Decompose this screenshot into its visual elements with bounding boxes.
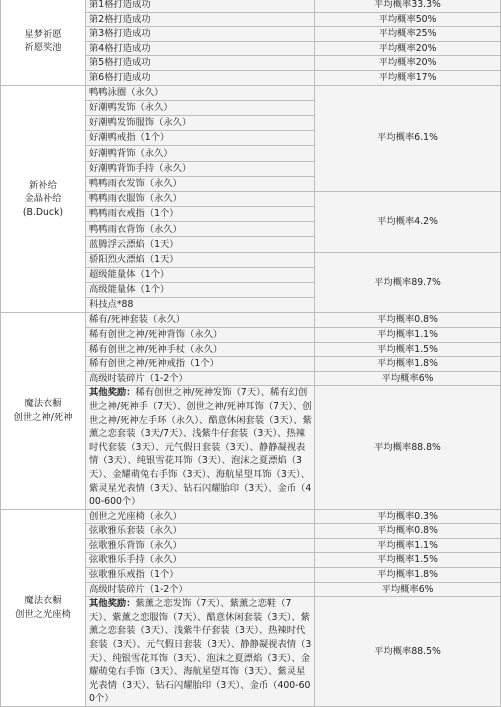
probability-cell: 平均概率50% [315,12,501,27]
probability-cell: 平均概率0.8% [315,524,501,539]
table-row [1,313,501,328]
item-cell: 好潮鸭发饰（永久） [86,100,315,115]
category-cell [1,85,86,313]
other-rewards-label: 其他奖励： [89,387,136,399]
table-row [1,85,501,100]
probability-cell: 平均概率88.8% [315,386,501,509]
probability-cell: 平均概率6.1% [315,85,501,191]
item-cell: 创世之光座椅（永久） [86,509,315,524]
table-row [1,509,501,524]
category-label: 新补给 [29,179,57,191]
category-label: 创世之光座椅 [15,608,71,620]
item-cell: 好潮鸭发饰服饰（永久） [86,115,315,130]
probability-cell: 平均概率6% [315,371,501,386]
item-cell: 好潮鸭背饰手持（永久） [86,161,315,176]
probability-cell: 平均概率25% [315,27,501,42]
item-cell: 第5格打造成功 [86,56,315,71]
other-rewards-cell [86,597,315,707]
item-cell: 好潮鸭背饰（永久） [86,146,315,161]
probability-cell: 平均概率1.5% [315,342,501,357]
category-label: 魔法衣橱 [24,398,62,410]
item-cell: 第3格打造成功 [86,27,315,42]
other-rewards-cell [86,386,315,509]
probability-cell: 平均概率1.8% [315,568,501,583]
other-rewards-list: 紫薰之恋发饰（7天）、紫薰之恋鞋（7天）、紫薰之恋服饰（7天）、酷意休闲套装（3天）、紫薰之恋套装（3天）、浅紫牛仔套装（3天）、热辣时代套装（3天）、元气假日套装（3天）、静静凝视表情（3天）、纯银雪花耳饰（3天）、泡沫之夏漂焰（3天）、金耀萌兔右手饰（3天）、海航星望耳饰（3天）、紫灵星光表情（3天）、钻石闪耀胎印（3天）、金币（400-600个） [89,598,312,705]
category-label: 魔法衣橱 [24,595,62,607]
item-cell: 弦歌雅乐背饰（永久） [86,538,315,553]
probability-cell: 平均概率33.3% [315,0,501,12]
item-cell: 好潮鸭戒指（1个） [86,131,315,146]
probability-cell: 平均概率20% [315,56,501,71]
item-cell: 科技点*88 [86,298,315,313]
other-rewards-list: 稀有创世之神/死神发饰（7天）、稀有幻创世之神/死神手（7天）、创世之神/死神耳饰（7天）、创世之神/死神左手环（永久）、酷意休闲套装（3天）、紫薰之恋套装（3天/7天）、浅紫牛仔套装（3天）、热辣时代套装（3天）、元气假日套装（3天）、静静凝视表情（3天）、纯银雪花耳饰（3天）、泡沫之夏漂焰（3天）、金耀萌兔右手饰（3天）、海航星望耳饰（3天）、紫灵星光表情（3天）、钻石闪耀胎印（3天）、金币（400-600个） [89,387,312,508]
item-cell: 鸭鸭雨衣发饰（永久） [86,176,315,191]
probability-cell: 平均概率1.1% [315,538,501,553]
item-cell: 弦歌雅乐手持（永久） [86,553,315,568]
probability-cell: 平均概率1.5% [315,553,501,568]
probability-cell: 平均概率0.3% [315,509,501,524]
item-cell: 鸭鸭雨衣背饰（永久） [86,222,315,237]
item-cell: 第4格打造成功 [86,41,315,56]
probability-cell: 平均概率20% [315,41,501,56]
other-rewards-label: 其他奖励： [89,598,136,610]
item-cell: 第2格打造成功 [86,12,315,27]
probability-cell: 平均概率89.7% [315,252,501,313]
probability-cell: 平均概率1.1% [315,327,501,342]
item-cell: 鸭鸭雨衣服饰（永久） [86,191,315,206]
probability-cell: 平均概率17% [315,70,501,85]
item-cell: 弦歌雅乐套装（永久） [86,524,315,539]
item-cell: 稀有创世之神/死神背饰（永久） [86,327,315,342]
item-cell: 高级时装碎片（1-2个） [86,371,315,386]
item-cell: 高级时装碎片（1-2个） [86,582,315,597]
item-cell: 第6格打造成功 [86,70,315,85]
other-rewards-text [89,597,314,706]
category-cell [1,0,86,85]
category-label: 金晶补给 [24,193,62,205]
probability-cell: 平均概率0.8% [315,313,501,328]
item-cell: 鸭鸭雨衣戒指（1个） [86,207,315,222]
item-cell: 超级能量体（1个） [86,267,315,282]
category-label: 星梦祈愿 [24,28,62,40]
category-cell [1,509,86,706]
item-cell: 蓝腾浮云漂焰（1天） [86,237,315,252]
item-cell: 弦歌雅乐戒指（1个） [86,568,315,583]
probability-cell: 平均概率1.8% [315,357,501,372]
table-row [1,0,501,12]
category-cell [1,313,86,509]
item-cell: 鸭鸭泳圈（永久） [86,85,315,100]
probability-cell: 平均概率88.5% [315,597,501,707]
category-label: (B.Duck) [22,206,64,218]
other-rewards-text [89,386,314,508]
item-cell: 第1格打造成功 [86,0,315,12]
category-label: 创世之神/死神 [13,412,73,424]
probability-cell: 平均概率6% [315,582,501,597]
item-cell: 稀有创世之神/死神手杖（永久） [86,342,315,357]
item-cell: 稀有创世之神/死神戒指（1个） [86,357,315,372]
probability-cell: 平均概率4.2% [315,191,501,252]
item-cell: 高级能量体（1个） [86,283,315,298]
category-label: 祈愿奖池 [24,42,62,54]
item-cell: 稀有/死神套装（永久） [86,313,315,328]
item-cell: 骄阳烈火漂焰（1天） [86,252,315,267]
